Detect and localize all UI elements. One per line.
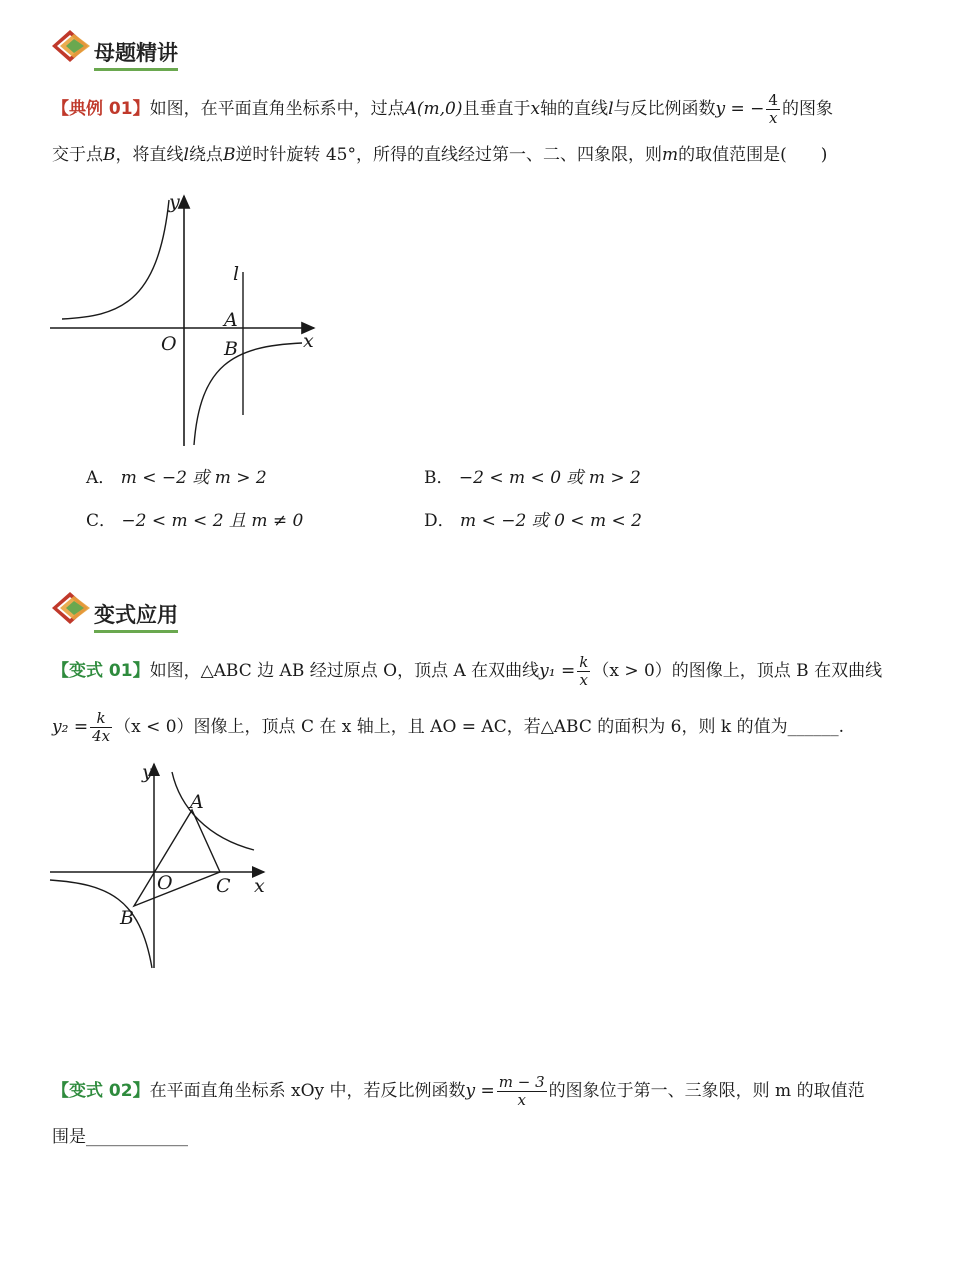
label-x: x xyxy=(254,875,265,897)
variant1-line1: 【变式 01】如图，△ABC 边 AB 经过原点 O，顶点 A 在双曲线y₁ = $\frac{k}{x}$ （x > 0）的图像上，顶点 B 在双曲线 xyxy=(52,653,883,689)
fraction: $\frac{k}{4x}$ xyxy=(92,709,111,745)
label-b: B xyxy=(120,907,134,929)
variant2-line2: 围是____________ xyxy=(52,1127,188,1147)
example1-graph xyxy=(48,190,323,450)
label-origin: O xyxy=(157,872,173,894)
hyperbola-branch-left xyxy=(62,200,169,319)
diamond-icon xyxy=(50,590,94,626)
fraction: $\frac{m - 3}{x}$ xyxy=(498,1073,545,1109)
label-x: x xyxy=(303,330,314,352)
section-title-variant: 变式应用 xyxy=(94,602,178,633)
section-title-mother: 母题精讲 xyxy=(94,40,178,71)
label-c: C xyxy=(216,875,231,897)
example1-line1: 【典例 01】如图，在平面直角坐标系中，过点A(m,0)且垂直于x轴的直线l与反比例函数y = − $\frac{4}{x}$ 的图象 xyxy=(52,91,833,127)
triangle-abc xyxy=(134,810,220,906)
label-l: l xyxy=(233,263,240,285)
variant2-line1: 【变式 02】在平面直角坐标系 xOy 中，若反比例函数y = $\frac{m - 3}{x}$ 的图象位于第一、三象限，则 m 的取值范 xyxy=(52,1073,865,1109)
example1-line2: 交于点B，将直线l绕点B逆时针旋转 45°，所得的直线经过第一、二、四象限，则m的取值范围是( ) xyxy=(52,145,828,165)
option-a[interactable]: A． m < −2 或 m > 2 xyxy=(86,468,267,488)
label-a: A xyxy=(224,309,238,331)
fraction: $\frac{k}{x}$ xyxy=(579,653,589,689)
variant2-tag: 【变式 02】 xyxy=(52,1081,150,1101)
hyperbola-y1 xyxy=(172,772,254,850)
example1-tag: 【典例 01】 xyxy=(52,99,150,119)
option-b[interactable]: B． −2 < m < 0 或 m > 2 xyxy=(424,468,641,488)
label-y: y xyxy=(169,191,180,213)
diamond-icon xyxy=(50,28,94,64)
variant1-graph xyxy=(48,758,278,973)
label-y: y xyxy=(142,761,153,783)
option-c[interactable]: C． −2 < m < 2 且 m ≠ 0 xyxy=(86,511,304,531)
hyperbola-branch-right xyxy=(194,343,302,445)
option-d[interactable]: D． m < −2 或 0 < m < 2 xyxy=(424,511,642,531)
hyperbola-y2 xyxy=(50,880,152,968)
label-origin: O xyxy=(161,333,177,355)
fraction: $\frac{4}{x}$ xyxy=(768,91,778,127)
variant1-tag: 【变式 01】 xyxy=(52,661,150,681)
label-b: B xyxy=(224,338,238,360)
variant1-line2: y₂ = $\frac{k}{4x}$ （x < 0）图像上，顶点 C 在 x 轴上，且 AO = AC，若△ABC 的面积为 6，则 k 的值为______. xyxy=(52,709,845,745)
label-a: A xyxy=(190,791,204,813)
